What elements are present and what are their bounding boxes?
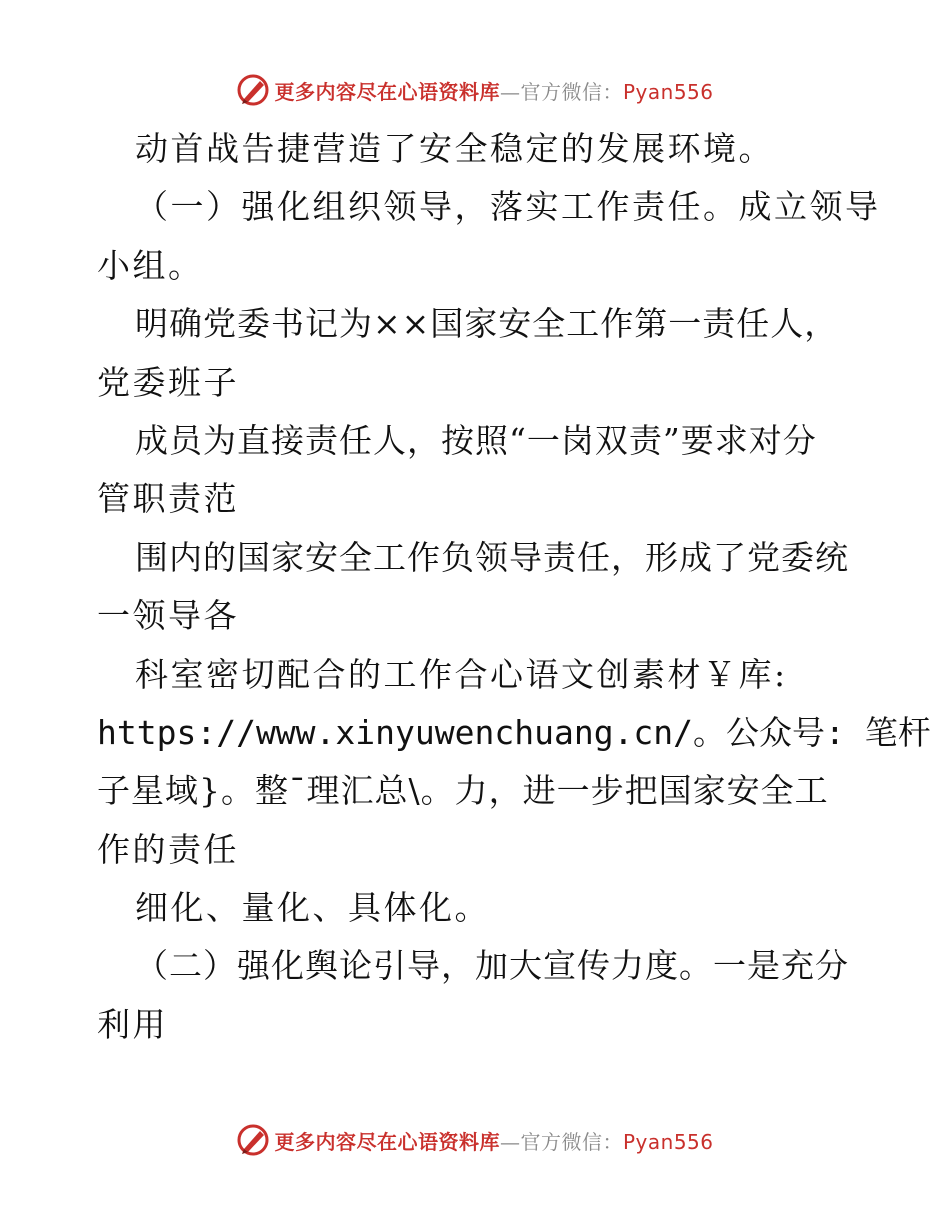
text-line: 成员为直接责任人，按照“一岗双责”要求对分	[135, 420, 817, 460]
watermark-main: 更多内容尽在心语资料库	[274, 1129, 500, 1154]
text-line: 围内的国家安全工作负领导责任，形成了党委统	[135, 537, 849, 577]
text-line: （二）强化舆论引导，加大宣传力度。一是充分	[135, 946, 849, 986]
watermark-id: Pyan556	[622, 79, 714, 104]
text-line: 小组。	[97, 245, 204, 285]
text-line: 细化、量化、具体化。	[135, 888, 490, 928]
pen-logo-icon	[236, 1123, 270, 1157]
text-line: 动首战告捷营造了安全稳定的发展环境。	[135, 129, 774, 168]
text-line: 作的责任	[97, 829, 239, 869]
watermark-official: 官方微信：	[520, 1129, 623, 1154]
watermark-id: Pyan556	[622, 1129, 714, 1154]
text-line: 科室密切配合的工作合心语文创素材￥库:	[135, 654, 788, 694]
document-body	[97, 120, 931, 1054]
text-line: 一领导各	[97, 596, 239, 636]
watermark-text	[274, 76, 713, 105]
header-watermark	[0, 70, 950, 110]
text-line: 管职责范	[97, 479, 239, 519]
text-line: （一）强化组织领导，落实工作责任。成立领导	[135, 187, 881, 227]
text-line: 党委班子	[97, 362, 239, 402]
watermark-main: 更多内容尽在心语资料库	[274, 79, 500, 104]
pen-logo-icon	[236, 73, 270, 107]
watermark-official: 官方微信：	[520, 79, 623, 104]
footer-watermark	[0, 1120, 950, 1160]
watermark-separator: —	[499, 79, 521, 104]
watermark-separator: —	[499, 1129, 521, 1154]
watermark-text	[274, 1126, 713, 1155]
text-line: 利用	[97, 1004, 168, 1044]
text-line: 子星域}。整¯理汇总\。力，进一步把国家安全工	[97, 771, 829, 811]
text-line: https://www.xinyuwenchuang.cn/。公众号: 笔杆	[97, 712, 931, 752]
text-line: 明确党委书记为××国家安全工作第一责任人，	[135, 304, 839, 344]
